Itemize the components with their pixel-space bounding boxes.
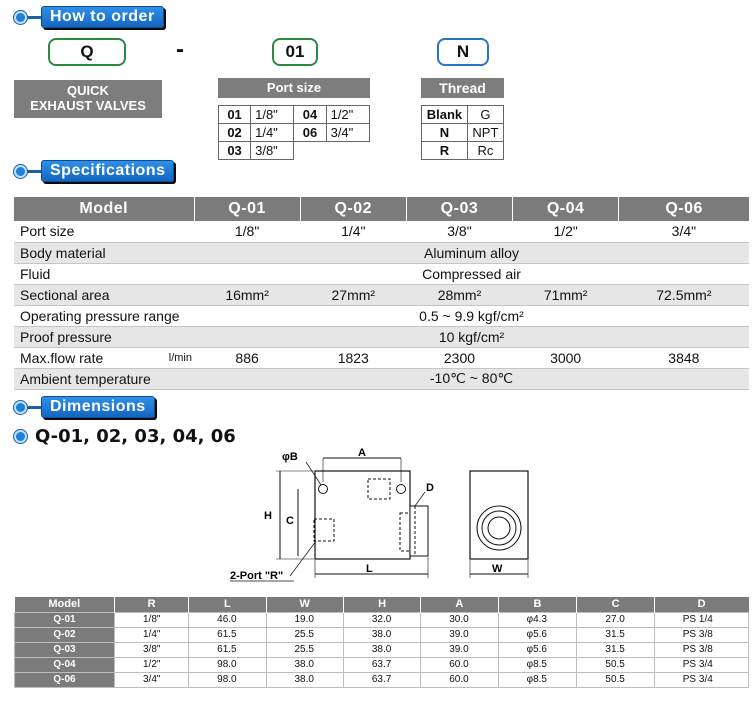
- spec-value: 2300: [406, 347, 512, 368]
- dim-col-header: C: [577, 597, 654, 612]
- dim-cell-model: Q-01: [15, 612, 115, 627]
- spec-value: 886: [194, 347, 300, 368]
- dim-cell: 38.0: [343, 642, 420, 657]
- section-title: Specifications: [41, 160, 174, 182]
- dim-cell: 1/4": [115, 627, 189, 642]
- spec-value: 3000: [513, 347, 619, 368]
- port-size-table: [218, 105, 370, 160]
- label-w: W: [492, 563, 503, 575]
- dim-cell: 25.5: [266, 642, 343, 657]
- label-h: H: [264, 510, 272, 522]
- spec-col-header: Q-03: [406, 197, 512, 221]
- models-subtitle: [14, 426, 236, 447]
- spec-row-sectional-area: [14, 284, 749, 305]
- order-dash: -: [176, 36, 184, 63]
- dim-cell: 31.5: [577, 627, 654, 642]
- port-row: [219, 124, 370, 142]
- spec-label: Port size: [14, 221, 194, 242]
- dim-cell: 31.5: [577, 642, 654, 657]
- dim-cell: 38.0: [266, 657, 343, 672]
- thread-code: N: [422, 124, 468, 142]
- dim-cell: 32.0: [343, 612, 420, 627]
- dim-cell: PS 3/4: [654, 672, 748, 687]
- model-desc-line1: QUICK: [67, 83, 109, 99]
- dim-cell-model: Q-03: [15, 642, 115, 657]
- spec-col-header: Q-04: [513, 197, 619, 221]
- thread-row: [422, 106, 504, 124]
- dim-cell: φ4.3: [498, 612, 577, 627]
- dim-cell: 98.0: [189, 657, 266, 672]
- thread-header: Thread: [421, 78, 504, 98]
- spec-value: 28mm²: [406, 284, 512, 305]
- port-value: 3/4": [326, 124, 369, 142]
- spec-label: Ambient temperature: [14, 368, 194, 389]
- spec-value: Compressed air: [194, 263, 749, 284]
- bullet-icon: [14, 165, 27, 178]
- spec-col-header: Q-01: [194, 197, 300, 221]
- dim-col-header: D: [654, 597, 748, 612]
- port-code-box: 01: [272, 38, 318, 66]
- dim-cell: 50.5: [577, 657, 654, 672]
- dim-col-header: W: [266, 597, 343, 612]
- label-a: A: [358, 447, 366, 459]
- spec-value: -10℃ ~ 80℃: [194, 368, 749, 389]
- spec-row-operating-pressure: [14, 305, 749, 326]
- bullet-icon: [14, 11, 27, 24]
- empty-cell: [294, 142, 326, 160]
- label-port-r: 2-Port "R": [230, 570, 284, 582]
- port-code: 02: [219, 124, 251, 142]
- section-header-specs: [14, 160, 174, 182]
- spec-value: 27mm²: [300, 284, 406, 305]
- port-code: 06: [294, 124, 326, 142]
- section-header-dims: [14, 396, 155, 418]
- header-connector: [27, 406, 41, 409]
- spec-value: 1823: [300, 347, 406, 368]
- spec-col-header: Q-06: [619, 197, 749, 221]
- thread-table: [421, 105, 504, 160]
- header-connector: [27, 16, 41, 19]
- mount-hole-left: [319, 485, 328, 494]
- exhaust-port-inner: [488, 517, 510, 539]
- table-row: [15, 657, 749, 672]
- port-row: [219, 142, 370, 160]
- spec-value: 3848: [619, 347, 749, 368]
- header-connector: [27, 170, 41, 173]
- dim-cell: 39.0: [421, 627, 498, 642]
- dim-cell-model: Q-06: [15, 672, 115, 687]
- port-code: 04: [294, 106, 326, 124]
- spec-value: 16mm²: [194, 284, 300, 305]
- dim-cell: 60.0: [421, 672, 498, 687]
- dim-cell: 98.0: [189, 672, 266, 687]
- dim-cell-model: Q-04: [15, 657, 115, 672]
- dim-cell: 27.0: [577, 612, 654, 627]
- table-row: [15, 642, 749, 657]
- dim-cell: 60.0: [421, 657, 498, 672]
- dim-cell: φ8.5: [498, 672, 577, 687]
- dim-cell: PS 1/4: [654, 612, 748, 627]
- port-code: 01: [219, 106, 251, 124]
- spec-value: 3/8": [406, 221, 512, 242]
- dim-cell: PS 3/8: [654, 642, 748, 657]
- models-title: Q-01, 02, 03, 04, 06: [35, 426, 236, 447]
- spec-value: 71mm²: [513, 284, 619, 305]
- dim-cell: 30.0: [421, 612, 498, 627]
- dim-cell: φ8.5: [498, 657, 577, 672]
- dim-cell: φ5.6: [498, 642, 577, 657]
- table-row: [15, 672, 749, 687]
- port-code: 03: [219, 142, 251, 160]
- dim-cell: 1/2": [115, 657, 189, 672]
- leader-line: [290, 541, 316, 576]
- exhaust-boss: [410, 506, 428, 556]
- port-value: 1/2": [326, 106, 369, 124]
- dim-cell: 25.5: [266, 627, 343, 642]
- label-d: D: [426, 482, 434, 494]
- thread-value: G: [467, 106, 503, 124]
- specifications-table: [14, 197, 749, 390]
- spec-value: Aluminum alloy: [194, 242, 749, 263]
- dim-cell: 61.5: [189, 627, 266, 642]
- table-row: [15, 612, 749, 627]
- model-code-box: Q: [48, 38, 126, 66]
- section-title: Dimensions: [41, 396, 155, 418]
- spec-col-header: Model: [14, 197, 194, 221]
- port-row: [219, 106, 370, 124]
- dim-cell: 61.5: [189, 642, 266, 657]
- spec-value: 1/2": [513, 221, 619, 242]
- section-header-order: [14, 6, 164, 28]
- dimensions-table: [14, 597, 749, 688]
- dim-cell: φ5.6: [498, 627, 577, 642]
- spec-row-body-material: [14, 242, 749, 263]
- dim-col-header: B: [498, 597, 577, 612]
- leader-line: [415, 492, 425, 506]
- spec-value: 1/8": [194, 221, 300, 242]
- spec-value: 1/4": [300, 221, 406, 242]
- spec-col-header: Q-02: [300, 197, 406, 221]
- dim-cell: 3/4": [115, 672, 189, 687]
- port-value: 1/8": [251, 106, 294, 124]
- spec-row-ambient-temp: [14, 368, 749, 389]
- spec-row-proof-pressure: [14, 326, 749, 347]
- spec-row-fluid: [14, 263, 749, 284]
- dim-cell: PS 3/8: [654, 627, 748, 642]
- mount-hole-right: [397, 485, 406, 494]
- spec-label: Operating pressure range: [14, 305, 194, 326]
- dim-cell: 19.0: [266, 612, 343, 627]
- spec-value: 3/4": [619, 221, 749, 242]
- dim-col-header: Model: [15, 597, 115, 612]
- thread-row: [422, 142, 504, 160]
- dim-cell: 1/8": [115, 612, 189, 627]
- spec-label: Fluid: [14, 263, 194, 284]
- port-value: 1/4": [251, 124, 294, 142]
- dim-cell: 46.0: [189, 612, 266, 627]
- dim-col-header: H: [343, 597, 420, 612]
- port-value: 3/8": [251, 142, 294, 160]
- spec-row-max-flow: [14, 347, 749, 368]
- spec-header-row: [14, 197, 749, 221]
- dim-col-header: A: [421, 597, 498, 612]
- dim-cell: 63.7: [343, 657, 420, 672]
- label-c: C: [286, 515, 294, 527]
- port-size-header: Port size: [218, 78, 370, 98]
- label-phi-b: φB: [282, 451, 298, 463]
- dim-cell: 50.5: [577, 672, 654, 687]
- label-l: L: [366, 563, 373, 575]
- dimension-drawing: [210, 446, 540, 586]
- dim-cell: 39.0: [421, 642, 498, 657]
- dim-col-header: L: [189, 597, 266, 612]
- spec-value: 0.5 ~ 9.9 kgf/cm²: [194, 305, 749, 326]
- thread-code: Blank: [422, 106, 468, 124]
- spec-label: Proof pressure: [14, 326, 194, 347]
- model-desc-line2: EXHAUST VALVES: [30, 98, 146, 113]
- dim-cell: 63.7: [343, 672, 420, 687]
- spec-value: 10 kgf/cm²: [194, 326, 749, 347]
- dim-cell: 3/8": [115, 642, 189, 657]
- thread-value: Rc: [467, 142, 503, 160]
- model-description: [14, 80, 162, 118]
- spec-label: Body material: [14, 242, 194, 263]
- thread-row: [422, 124, 504, 142]
- section-title: How to order: [41, 6, 164, 28]
- dim-cell: 38.0: [266, 672, 343, 687]
- spec-row-port-size: [14, 221, 749, 242]
- dim-col-header: R: [115, 597, 189, 612]
- spec-label: Max.flow rate: [14, 347, 165, 368]
- spec-unit: l/min: [165, 347, 194, 368]
- dim-cell: 38.0: [343, 627, 420, 642]
- spec-value: 72.5mm²: [619, 284, 749, 305]
- dim-cell-model: Q-02: [15, 627, 115, 642]
- empty-cell: [326, 142, 369, 160]
- dim-header-row: [15, 597, 749, 612]
- thread-value: NPT: [467, 124, 503, 142]
- table-row: [15, 627, 749, 642]
- thread-code-box: N: [437, 38, 489, 66]
- spec-label: Sectional area: [14, 284, 194, 305]
- dim-cell: PS 3/4: [654, 657, 748, 672]
- body-front-view: [315, 471, 410, 559]
- bullet-icon: [14, 430, 27, 443]
- thread-code: R: [422, 142, 468, 160]
- bullet-icon: [14, 401, 27, 414]
